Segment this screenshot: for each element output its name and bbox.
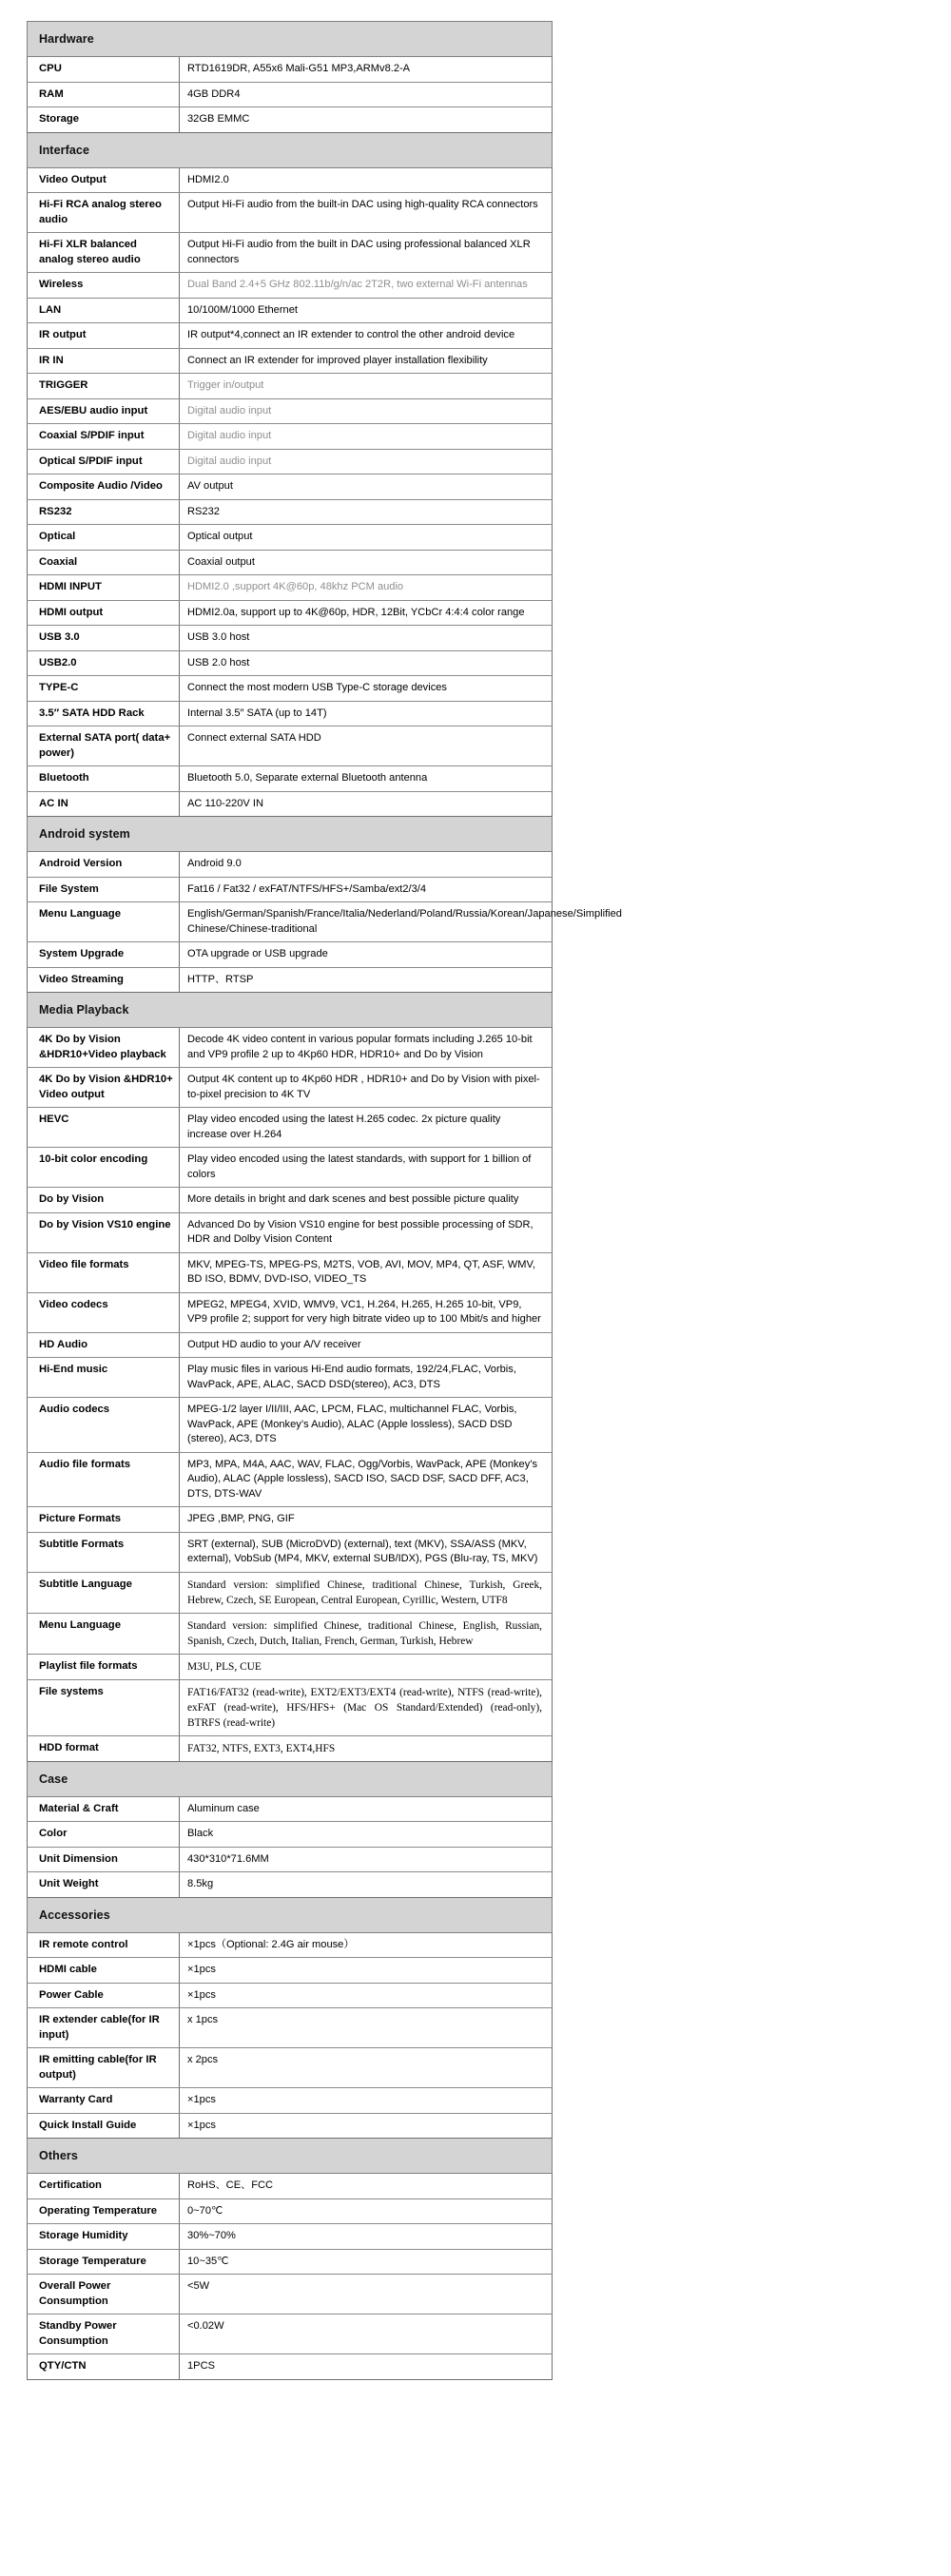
- spec-value: Android 9.0: [180, 852, 553, 878]
- table-row: [28, 2198, 553, 2224]
- spec-value: Black: [180, 1822, 553, 1848]
- table-row: [28, 1613, 553, 1654]
- table-row: [28, 791, 553, 817]
- spec-label: HDMI cable: [28, 1958, 180, 1984]
- spec-value: RS232: [180, 499, 553, 525]
- spec-value: SRT (external), SUB (MicroDVD) (external), text (MKV), SSA/ASS (MKV, external), VobSub (MP4, MKV, external SUB/IDX), PGS (Blu-ray, TS, MKV): [180, 1532, 553, 1572]
- table-row: [28, 1252, 553, 1292]
- spec-label: HD Audio: [28, 1332, 180, 1358]
- spec-label: CPU: [28, 57, 180, 83]
- table-row: [28, 2315, 553, 2354]
- table-row: [28, 57, 553, 83]
- spec-label: Certification: [28, 2174, 180, 2199]
- spec-value: Standard version: simplified Chinese, traditional Chinese, Turkish, Greek, Hebrew, Czech, SE European, Central European, Cyrillic, Western, UTF8: [180, 1572, 553, 1613]
- spec-label: IR output: [28, 323, 180, 349]
- spec-value: Coaxial output: [180, 550, 553, 575]
- spec-label: HDD format: [28, 1735, 180, 1761]
- spec-value: x 1pcs: [180, 2008, 553, 2048]
- spec-value: 30%~70%: [180, 2224, 553, 2250]
- section-header-row: [28, 1897, 553, 1932]
- table-row: [28, 1028, 553, 1068]
- table-row: [28, 1188, 553, 1213]
- spec-value: Standard version: simplified Chinese, traditional Chinese, English, Russian, Spanish, Czech, Dutch, Italian, French, German, Turkish, Hebrew: [180, 1613, 553, 1654]
- spec-label: TYPE-C: [28, 676, 180, 702]
- table-row: [28, 877, 553, 902]
- spec-label: Operating Temperature: [28, 2198, 180, 2224]
- spec-label: IR emitting cable(for IR output): [28, 2048, 180, 2088]
- spec-label: Wireless: [28, 273, 180, 299]
- spec-label: Menu Language: [28, 1613, 180, 1654]
- table-row: [28, 575, 553, 601]
- spec-label: Do by Vision VS10 engine: [28, 1212, 180, 1252]
- table-row: [28, 1148, 553, 1188]
- spec-label: Hi-Fi XLR balanced analog stereo audio: [28, 233, 180, 273]
- spec-label: HDMI INPUT: [28, 575, 180, 601]
- spec-label: Video Output: [28, 167, 180, 193]
- spec-value: ×1pcs: [180, 2088, 553, 2114]
- spec-value: JPEG ,BMP, PNG, GIF: [180, 1507, 553, 1533]
- table-row: [28, 2048, 553, 2088]
- spec-label: External SATA port( data+ power): [28, 726, 180, 766]
- section-header-row: [28, 993, 553, 1028]
- table-row: [28, 1958, 553, 1984]
- table-row: [28, 167, 553, 193]
- spec-label: Subtitle Formats: [28, 1532, 180, 1572]
- spec-value: FAT16/FAT32 (read-write), EXT2/EXT3/EXT4 (read-write), NTFS (read-write), exFAT (read-write), HFS/HFS+ (Mac OS Standard/Extended) (read-only), BTRFS (read-write): [180, 1679, 553, 1735]
- table-row: [28, 1654, 553, 1679]
- table-row: [28, 1452, 553, 1507]
- spec-value: 32GB EMMC: [180, 107, 553, 133]
- spec-value: Digital audio input: [180, 449, 553, 475]
- spec-value: x 2pcs: [180, 2048, 553, 2088]
- spec-label: AC IN: [28, 791, 180, 817]
- spec-value: RTD1619DR, A55x6 Mali-G51 MP3,ARMv8.2-A: [180, 57, 553, 83]
- section-title: Case: [28, 1761, 553, 1796]
- table-row: [28, 1108, 553, 1148]
- table-row: [28, 449, 553, 475]
- spec-label: Standby Power Consumption: [28, 2315, 180, 2354]
- table-row: [28, 2174, 553, 2199]
- table-row: [28, 2088, 553, 2114]
- section-header-row: [28, 22, 553, 57]
- spec-label: Optical S/PDIF input: [28, 449, 180, 475]
- spec-value: 1PCS: [180, 2354, 553, 2380]
- spec-value: MPEG-1/2 layer I/II/III, AAC, LPCM, FLAC, multichannel FLAC, Vorbis, WavPack, APE (Monkey’s Audio), ALAC (Apple lossless), SACD DSD (stereo), AC3, DTS: [180, 1398, 553, 1453]
- spec-label: Storage Temperature: [28, 2249, 180, 2275]
- table-row: [28, 1679, 553, 1735]
- spec-label: HEVC: [28, 1108, 180, 1148]
- spec-label: Subtitle Language: [28, 1572, 180, 1613]
- spec-value: 430*310*71.6MM: [180, 1847, 553, 1872]
- spec-value: Bluetooth 5.0, Separate external Bluetooth antenna: [180, 766, 553, 792]
- table-row: [28, 107, 553, 133]
- spec-value: HDMI2.0 ,support 4K@60p, 48khz PCM audio: [180, 575, 553, 601]
- spec-label: Hi-End music: [28, 1358, 180, 1398]
- spec-value: 8.5kg: [180, 1872, 553, 1898]
- spec-label: USB2.0: [28, 650, 180, 676]
- spec-label: File systems: [28, 1679, 180, 1735]
- table-row: [28, 550, 553, 575]
- table-row: [28, 2354, 553, 2380]
- spec-value: Decode 4K video content in various popular formats including J.265 10-bit and VP9 profile 2 up to 4Kp60 HDR, HDR10+ and Do by Vision: [180, 1028, 553, 1068]
- spec-label: QTY/CTN: [28, 2354, 180, 2380]
- table-row: [28, 2275, 553, 2315]
- spec-value: Aluminum case: [180, 1796, 553, 1822]
- spec-label: Storage Humidity: [28, 2224, 180, 2250]
- section-header-row: [28, 2139, 553, 2174]
- table-row: [28, 1212, 553, 1252]
- section-title: Accessories: [28, 1897, 553, 1932]
- spec-label: Color: [28, 1822, 180, 1848]
- spec-value: Output Hi-Fi audio from the built in DAC using professional balanced XLR connectors: [180, 233, 553, 273]
- spec-value: HDMI2.0: [180, 167, 553, 193]
- spec-label: Optical: [28, 525, 180, 551]
- spec-label: HDMI output: [28, 600, 180, 626]
- spec-value: MKV, MPEG-TS, MPEG-PS, M2TS, VOB, AVI, MOV, MP4, QT, ASF, WMV, BD ISO, BDMV, DVD-ISO, VIDEO_TS: [180, 1252, 553, 1292]
- table-row: [28, 1872, 553, 1898]
- table-row: [28, 348, 553, 374]
- spec-label: IR IN: [28, 348, 180, 374]
- spec-label: Overall Power Consumption: [28, 2275, 180, 2315]
- table-row: [28, 2008, 553, 2048]
- table-row: [28, 1358, 553, 1398]
- spec-value: Output HD audio to your A/V receiver: [180, 1332, 553, 1358]
- spec-value: IR output*4,connect an IR extender to control the other android device: [180, 323, 553, 349]
- spec-label: Storage: [28, 107, 180, 133]
- spec-value: Dual Band 2.4+5 GHz 802.11b/g/n/ac 2T2R, two external Wi-Fi antennas: [180, 273, 553, 299]
- spec-label: Android Version: [28, 852, 180, 878]
- spec-value: 0~70℃: [180, 2198, 553, 2224]
- table-row: [28, 1507, 553, 1533]
- spec-value: Play music files in various Hi-End audio formats, 192/24,FLAC, Vorbis, WavPack, APE, ALAC, SACD DSD(stereo), AC3, DTS: [180, 1358, 553, 1398]
- spec-value: ×1pcs（Optional: 2.4G air mouse）: [180, 1932, 553, 1958]
- spec-label: AES/EBU audio input: [28, 398, 180, 424]
- table-row: [28, 323, 553, 349]
- table-row: [28, 902, 553, 942]
- spec-label: 4K Do by Vision &HDR10+Video playback: [28, 1028, 180, 1068]
- spec-label: Coaxial S/PDIF input: [28, 424, 180, 450]
- spec-value: Digital audio input: [180, 424, 553, 450]
- spec-value: FAT32, NTFS, EXT3, EXT4,HFS: [180, 1735, 553, 1761]
- spec-label: Do by Vision: [28, 1188, 180, 1213]
- spec-label: Video file formats: [28, 1252, 180, 1292]
- table-row: [28, 1983, 553, 2008]
- spec-value: M3U, PLS, CUE: [180, 1654, 553, 1679]
- table-row: [28, 701, 553, 726]
- section-title: Media Playback: [28, 993, 553, 1028]
- spec-label: TRIGGER: [28, 374, 180, 399]
- table-row: [28, 2224, 553, 2250]
- spec-label: 10-bit color encoding: [28, 1148, 180, 1188]
- spec-value: Trigger in/output: [180, 374, 553, 399]
- spec-label: Unit Dimension: [28, 1847, 180, 1872]
- spec-value: <5W: [180, 2275, 553, 2315]
- spec-value: USB 3.0 host: [180, 626, 553, 651]
- spec-label: Quick Install Guide: [28, 2113, 180, 2139]
- table-row: [28, 1398, 553, 1453]
- spec-value: ×1pcs: [180, 2113, 553, 2139]
- section-header-row: [28, 1761, 553, 1796]
- spec-value: HDMI2.0a, support up to 4K@60p, HDR, 12Bit, YCbCr 4:4:4 color range: [180, 600, 553, 626]
- table-row: [28, 1735, 553, 1761]
- table-row: [28, 967, 553, 993]
- table-row: [28, 273, 553, 299]
- spec-value: 10~35℃: [180, 2249, 553, 2275]
- spec-value: Internal 3.5″ SATA (up to 14T): [180, 701, 553, 726]
- spec-label: IR extender cable(for IR input): [28, 2008, 180, 2048]
- section-title: Others: [28, 2139, 553, 2174]
- table-row: [28, 525, 553, 551]
- table-row: [28, 650, 553, 676]
- table-row: [28, 298, 553, 323]
- section-header-row: [28, 132, 553, 167]
- spec-label: Bluetooth: [28, 766, 180, 792]
- spec-value: MPEG2, MPEG4, XVID, WMV9, VC1, H.264, H.265, H.265 10-bit, VP9, VP9 profile 2; support for very high bitrate video up to 100 Mbit/s and higher: [180, 1292, 553, 1332]
- table-row: [28, 233, 553, 273]
- spec-label: Audio codecs: [28, 1398, 180, 1453]
- table-row: [28, 82, 553, 107]
- table-row: [28, 1068, 553, 1108]
- spec-value: USB 2.0 host: [180, 650, 553, 676]
- table-row: [28, 1332, 553, 1358]
- section-title: Android system: [28, 817, 553, 852]
- spec-label: 4K Do by Vision &HDR10+ Video output: [28, 1068, 180, 1108]
- spec-label: Menu Language: [28, 902, 180, 942]
- table-row: [28, 626, 553, 651]
- table-row: [28, 424, 553, 450]
- table-row: [28, 499, 553, 525]
- spec-label: Composite Audio /Video: [28, 475, 180, 500]
- table-row: [28, 600, 553, 626]
- spec-value: HTTP、RTSP: [180, 967, 553, 993]
- spec-label: System Upgrade: [28, 942, 180, 968]
- spec-label: Video Streaming: [28, 967, 180, 993]
- spec-value: 4GB DDR4: [180, 82, 553, 107]
- spec-value: Fat16 / Fat32 / exFAT/NTFS/HFS+/Samba/ext2/3/4: [180, 877, 553, 902]
- spec-value: Output Hi-Fi audio from the built-in DAC using high-quality RCA connectors: [180, 193, 553, 233]
- spec-value: AC 110-220V IN: [180, 791, 553, 817]
- spec-value: ×1pcs: [180, 1983, 553, 2008]
- spec-label: RS232: [28, 499, 180, 525]
- spec-value: Play video encoded using the latest H.265 codec. 2x picture quality increase over H.264: [180, 1108, 553, 1148]
- table-row: [28, 2249, 553, 2275]
- table-row: [28, 1932, 553, 1958]
- table-row: [28, 676, 553, 702]
- spec-value: English/German/Spanish/France/Italia/Nederland/Poland/Russia/Korean/Japanese/Simplified Chinese/Chinese-traditional: [180, 902, 553, 942]
- spec-label: LAN: [28, 298, 180, 323]
- specification-table: [27, 21, 622, 2380]
- table-row: [28, 942, 553, 968]
- spec-value: Connect an IR extender for improved player installation flexibility: [180, 348, 553, 374]
- spec-value: AV output: [180, 475, 553, 500]
- spec-label: Video codecs: [28, 1292, 180, 1332]
- spec-label: Power Cable: [28, 1983, 180, 2008]
- table-row: [28, 1847, 553, 1872]
- table-row: [28, 1532, 553, 1572]
- spec-value: Optical output: [180, 525, 553, 551]
- table-row: [28, 1292, 553, 1332]
- spec-value: Output 4K content up to 4Kp60 HDR , HDR10+ and Do by Vision with pixel-to-pixel precision to 4K TV: [180, 1068, 553, 1108]
- table-row: [28, 1572, 553, 1613]
- spec-value: RoHS、CE、FCC: [180, 2174, 553, 2199]
- table-row: [28, 766, 553, 792]
- spec-label: Playlist file formats: [28, 1654, 180, 1679]
- spec-label: USB 3.0: [28, 626, 180, 651]
- spec-value: Digital audio input: [180, 398, 553, 424]
- table-row: [28, 1796, 553, 1822]
- table-row: [28, 193, 553, 233]
- spec-label: Warranty Card: [28, 2088, 180, 2114]
- table-row: [28, 374, 553, 399]
- spec-label: Unit Weight: [28, 1872, 180, 1898]
- spec-label: File System: [28, 877, 180, 902]
- spec-value: Advanced Do by Vision VS10 engine for best possible processing of SDR, HDR and Dolby Vision Content: [180, 1212, 553, 1252]
- table-row: [28, 475, 553, 500]
- spec-value: Connect external SATA HDD: [180, 726, 553, 766]
- table-row: [28, 398, 553, 424]
- table-row: [28, 1822, 553, 1848]
- spec-label: Audio file formats: [28, 1452, 180, 1507]
- table-row: [28, 726, 553, 766]
- spec-label: IR remote control: [28, 1932, 180, 1958]
- spec-value: More details in bright and dark scenes and best possible picture quality: [180, 1188, 553, 1213]
- table-row: [28, 2113, 553, 2139]
- spec-value: MP3, MPA, M4A, AAC, WAV, FLAC, Ogg/Vorbis, WavPack, APE (Monkey’s Audio), ALAC (Apple lossless), SACD ISO, SACD DSF, SACD DFF, AC3, DTS, DTS-WAV: [180, 1452, 553, 1507]
- spec-value: 10/100M/1000 Ethernet: [180, 298, 553, 323]
- section-title: Interface: [28, 132, 553, 167]
- spec-label: Material & Craft: [28, 1796, 180, 1822]
- spec-value: ×1pcs: [180, 1958, 553, 1984]
- section-title: Hardware: [28, 22, 553, 57]
- table-row: [28, 852, 553, 878]
- spec-label: RAM: [28, 82, 180, 107]
- spec-value: Play video encoded using the latest standards, with support for 1 billion of colors: [180, 1148, 553, 1188]
- spec-value: Connect the most modern USB Type-C storage devices: [180, 676, 553, 702]
- spec-value: OTA upgrade or USB upgrade: [180, 942, 553, 968]
- spec-value: <0.02W: [180, 2315, 553, 2354]
- spec-label: Coaxial: [28, 550, 180, 575]
- section-header-row: [28, 817, 553, 852]
- spec-label: 3.5″ SATA HDD Rack: [28, 701, 180, 726]
- spec-label: Picture Formats: [28, 1507, 180, 1533]
- spec-label: Hi-Fi RCA analog stereo audio: [28, 193, 180, 233]
